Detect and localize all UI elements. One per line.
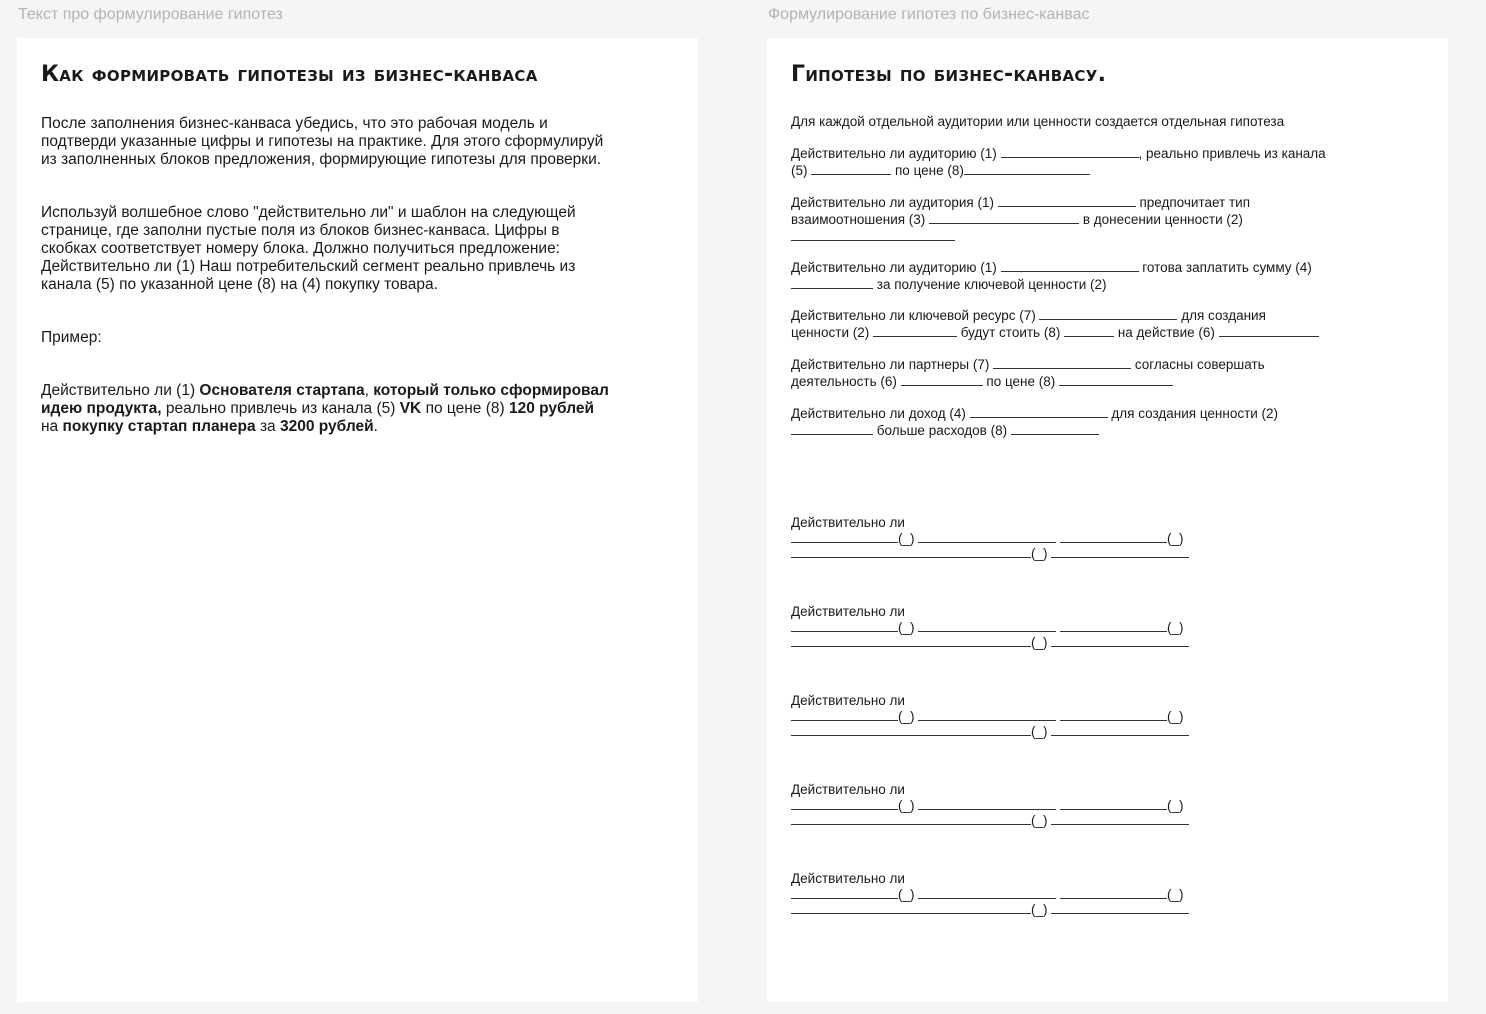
instruction-paragraph: Используй волшебное слово "действительно ли" и шаблон на следующей странице, где заполни пустые поля из блоков бизнес-канваса. Цифры в скобках соответствует номеру блока. Должно получиться предложение: Действительно ли (1) Наш потребительский сегмент реально привлечь из канала (5) по указанной цене (8) на (4) покупку товара. [41, 204, 576, 293]
fill-blank[interactable] [1060, 797, 1167, 810]
fill-blank[interactable] [1001, 259, 1139, 272]
fill-blank[interactable] [1059, 373, 1173, 386]
fill-blank[interactable] [791, 723, 1031, 736]
fill-blank[interactable] [1051, 901, 1189, 914]
block-number-marker: (_) [1031, 546, 1048, 561]
fill-blank[interactable] [791, 545, 1031, 558]
frame-label-right: Формулирование гипотез по бизнес-канвас [768, 6, 1090, 23]
block-number-marker: (_) [1167, 887, 1184, 902]
fill-blank[interactable] [1064, 324, 1114, 337]
fill-blank[interactable] [1051, 812, 1189, 825]
fill-blank[interactable] [791, 634, 1031, 647]
fill-blank[interactable] [993, 356, 1131, 369]
fill-blank[interactable] [791, 797, 898, 810]
block-number-marker: (_) [898, 709, 915, 724]
fill-blank[interactable] [811, 162, 891, 175]
frame-label-left: Текст про формулирование гипотез [18, 6, 283, 23]
block-number-marker: (_) [1167, 798, 1184, 813]
fill-blank[interactable] [964, 162, 1090, 175]
fill-blank[interactable] [1060, 708, 1167, 721]
template-label: Действительно ли [791, 515, 905, 530]
block-number-marker: (_) [898, 620, 915, 635]
fill-blank[interactable] [1051, 634, 1189, 647]
fill-blank[interactable] [1051, 723, 1189, 736]
fill-blank[interactable] [873, 324, 957, 337]
example-label: Пример: [41, 329, 102, 346]
fill-blank[interactable] [918, 530, 1056, 543]
template-label: Действительно ли [791, 693, 905, 708]
intro-paragraph: После заполнения бизнес-канваса убедись, что это рабочая модель и подтверди указанные цифры и гипотезы на практике. Для этого сформулируй из заполненных блоков предложения, формирующие гипотезы для проверки. [41, 115, 604, 168]
fill-blank[interactable] [791, 812, 1031, 825]
fill-blank[interactable] [791, 619, 898, 632]
fill-blank[interactable] [791, 422, 873, 435]
fill-blank[interactable] [1060, 530, 1167, 543]
fill-blank[interactable] [1039, 307, 1177, 320]
hypothesis-1: Действительно ли аудиторию (1) , реально привлечь из канала (5) по цене (8) [791, 146, 1326, 178]
block-number-marker: (_) [1031, 902, 1048, 917]
block-number-marker: (_) [1167, 709, 1184, 724]
right-page [767, 38, 1448, 1002]
hypothesis-6: Действительно ли доход (4) для создания ценности (2) больше расходов (8) [791, 406, 1279, 438]
fill-blank[interactable] [1051, 545, 1189, 558]
right-intro: Для каждой отдельной аудитории или ценности создается отдельная гипотеза [791, 114, 1285, 129]
block-number-marker: (_) [898, 531, 915, 546]
block-number-marker: (_) [1167, 531, 1184, 546]
fill-blank[interactable] [1060, 619, 1167, 632]
fill-blank[interactable] [791, 530, 898, 543]
block-number-marker: (_) [1031, 724, 1048, 739]
block-number-marker: (_) [1031, 813, 1048, 828]
fill-blank[interactable] [901, 373, 983, 386]
example-sentence: Действительно ли (1) Основателя стартапа, который только сформировал идею продукта, реально привлечь из канала (5) VK по цене (8) 120 рублей на покупку стартап планера за 3200 рублей. [41, 382, 609, 435]
blank-template-1 [791, 515, 1391, 560]
right-page-title: Гипотезы по бизнес-канвасу. [791, 62, 1107, 87]
blank-template-4 [791, 782, 1391, 827]
fill-blank[interactable] [791, 886, 898, 899]
fill-blank[interactable] [998, 194, 1136, 207]
fill-blank[interactable] [791, 901, 1031, 914]
template-label: Действительно ли [791, 604, 905, 619]
fill-blank[interactable] [918, 797, 1056, 810]
block-number-marker: (_) [1167, 620, 1184, 635]
fill-blank[interactable] [1219, 324, 1319, 337]
hypothesis-4: Действительно ли ключевой ресурс (7) для создания ценности (2) будут стоить (8) на действие (6) [791, 307, 1391, 341]
blank-template-3 [791, 693, 1391, 738]
fill-blank[interactable] [1001, 145, 1139, 158]
hypothesis-5: Действительно ли партнеры (7) согласны совершать деятельность (6) по цене (8) [791, 357, 1265, 389]
blank-template-5 [791, 871, 1391, 916]
left-page [17, 38, 698, 1002]
fill-blank[interactable] [970, 405, 1108, 418]
fill-blank[interactable] [918, 619, 1056, 632]
hypothesis-2: Действительно ли аудитория (1) предпочитает тип взаимоотношения (3) в донесении ценности (2) [791, 194, 1391, 245]
template-label: Действительно ли [791, 782, 905, 797]
template-label: Действительно ли [791, 871, 905, 886]
fill-blank[interactable] [1060, 886, 1167, 899]
fill-blank[interactable] [791, 708, 898, 721]
fill-blank[interactable] [929, 211, 1079, 224]
left-page-title: Как формировать гипотезы из бизнес-канваса [41, 62, 538, 87]
fill-blank[interactable] [791, 276, 873, 289]
fill-blank[interactable] [918, 708, 1056, 721]
fill-blank[interactable] [918, 886, 1056, 899]
block-number-marker: (_) [898, 798, 915, 813]
block-number-marker: (_) [1031, 635, 1048, 650]
block-number-marker: (_) [898, 887, 915, 902]
fill-blank[interactable] [1011, 422, 1099, 435]
fill-blank[interactable] [791, 228, 955, 241]
hypothesis-3: Действительно ли аудиторию (1) готова заплатить сумму (4) за получение ключевой ценности (2) [791, 260, 1312, 292]
blank-template-2 [791, 604, 1391, 649]
